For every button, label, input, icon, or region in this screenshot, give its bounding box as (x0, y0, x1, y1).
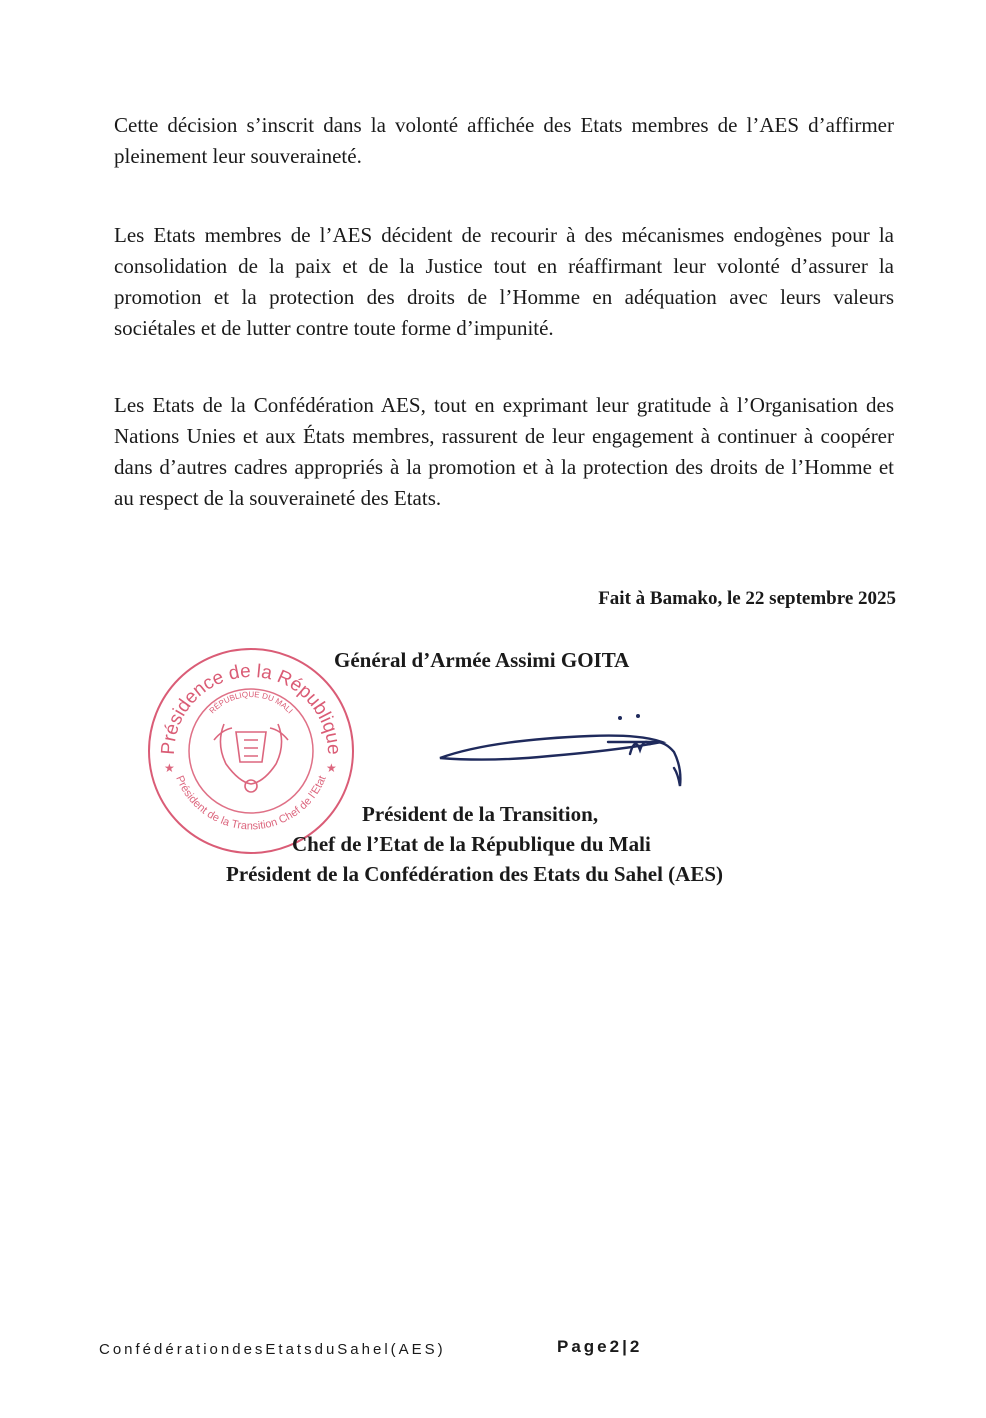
svg-text:★: ★ (164, 761, 175, 775)
footer-page-number: Page2|2 (557, 1337, 643, 1356)
signer-name: Général d’Armée Assimi GOITA (334, 648, 630, 672)
svg-text:Présidence de la République: Présidence de la République (157, 660, 345, 756)
title-head-of-state: Chef de l’Etat de la République du Mali (292, 832, 651, 856)
title-president-transition: Président de la Transition, (362, 802, 599, 826)
svg-text:RÉPUBLIQUE DU MALI: RÉPUBLIQUE DU MALI (207, 689, 295, 716)
official-seal-stamp (144, 644, 358, 858)
svg-text:★: ★ (326, 761, 337, 775)
paragraph-gratitude-un: Les Etats de la Confédération AES, tout en exprimant leur gratitude à l’Organisation des Nations Unies et aux États membres, rassurent de leur engagement à continuer à coopérer dans d’autres cadres appropriés à la promotion et à la protection des droits de l’Homme et au respect de la souveraineté des Etats. (114, 393, 894, 510)
handwritten-signature (430, 708, 700, 798)
paragraph-endogenous-mechanisms: Les Etats membres de l’AES décident de recourir à des mécanismes endogènes pour la consolidation de la paix et de la Justice tout en réaffirmant leur volonté d’assurer la promotion et la protection des droits de l’Homme en adéquation avec leurs valeurs sociétales et de lutter contre toute forme d’impunité. (114, 223, 894, 340)
paragraph-sovereignty: Cette décision s’inscrit dans la volonté affichée des Etats membres de l’AES d’affirmer pleinement leur souveraineté. (114, 113, 894, 168)
title-president-confederation: Président de la Confédération des Etats du Sahel (AES) (226, 862, 724, 886)
footer-organization: ConfédérationdesEtatsduSahel(AES) (99, 1341, 446, 1358)
svg-text:Président de la Transition Che: Président de la Transition Chef de l’Etat (173, 773, 329, 833)
place-date: Fait à Bamako, le 22 septembre 2025 (598, 588, 896, 609)
